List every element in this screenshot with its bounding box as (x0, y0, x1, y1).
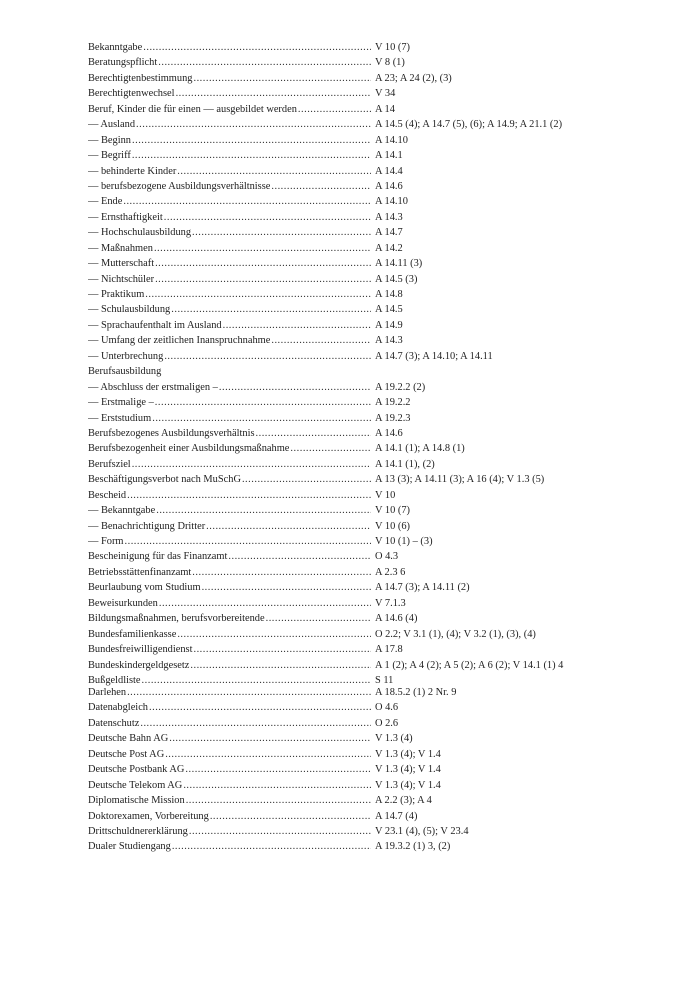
index-term-cell (88, 793, 371, 808)
index-term-cell (88, 457, 371, 472)
index-term-cell (88, 225, 371, 240)
index-entry (88, 411, 628, 426)
index-term: Berufsbezogenheit einer Ausbildungsmaßnahme (88, 443, 290, 455)
index-term: — Ausland (88, 119, 136, 131)
index-term-cell (88, 627, 371, 642)
index-entry (88, 55, 628, 70)
index-term-cell (88, 411, 371, 426)
dot-leader (193, 71, 371, 86)
index-term: Beurlaubung vom Studium (88, 582, 201, 594)
index-entry (88, 580, 628, 595)
index-term-cell (88, 731, 371, 746)
index-term: Beruf, Kinder die für einen — ausgebildet werden (88, 103, 297, 115)
index-term-cell (88, 71, 371, 86)
index-term-cell (88, 809, 371, 824)
dot-leader (271, 179, 371, 194)
dot-leader (127, 685, 371, 700)
index-reference: A 2.2 (3); A 4 (375, 795, 432, 807)
index-entry (88, 685, 628, 700)
index-reference: A 14.2 (375, 242, 403, 254)
index-entry (88, 349, 628, 364)
index-term: — Bekanntgabe (88, 505, 156, 517)
index-term: Deutsche Telekom AG (88, 779, 183, 791)
index-reference: A 14.7 (3); A 14.11 (2) (375, 582, 470, 594)
dot-leader (193, 642, 371, 657)
dot-leader (183, 778, 371, 793)
index-term: Darlehen (88, 687, 127, 698)
index-entry (88, 241, 628, 256)
dot-leader (223, 318, 371, 333)
index-term: Berufsbezogenes Ausbildungsverhältnis (88, 427, 255, 439)
index-term-cell (88, 210, 371, 225)
index-term: Bundeskindergeldgesetz (88, 659, 190, 671)
index-reference: V 10 (375, 489, 396, 501)
index-reference: V 8 (1) (375, 57, 405, 69)
index-entry (88, 426, 628, 441)
index-reference: A 14.8 (375, 289, 403, 300)
index-reference: A 14.5 (3) (375, 273, 418, 285)
index-term: Betriebsstättenfinanzamt (88, 566, 192, 578)
index-entry (88, 700, 628, 715)
index-reference: A 19.3.2 (1) 3, (2) (375, 841, 451, 853)
index-entry (88, 809, 628, 824)
index-reference: A 14.4 (375, 165, 403, 177)
index-reference: V 1.3 (4); V 1.4 (375, 779, 441, 791)
index-term-cell (88, 472, 371, 487)
index-entry (88, 611, 628, 626)
index-entry (88, 596, 628, 611)
index-reference: A 17.8 (375, 644, 403, 656)
index-reference: A 14.11 (3) (375, 258, 423, 270)
dot-leader (202, 580, 371, 595)
index-entry (88, 71, 628, 86)
index-term-cell (88, 565, 371, 580)
index-term: Bundesfamilienkasse (88, 628, 177, 640)
index-entry (88, 40, 628, 55)
index-entry (88, 441, 628, 456)
index-term: — Begriff (88, 150, 131, 162)
index-term: Bescheinigung für das Finanzamt (88, 551, 228, 563)
index-term: Berufsausbildung (88, 366, 162, 378)
index-term: — Ernsthaftigkeit (88, 211, 163, 223)
index-reference: V 10 (7) (375, 42, 411, 53)
index-term-cell (88, 179, 371, 194)
index-reference: A 14.6 (375, 427, 403, 439)
index-reference: A 14.3 (375, 335, 403, 347)
index-term: — Sprachaufenthalt im Ausland (88, 319, 222, 331)
dot-leader (155, 256, 371, 271)
index-entry (88, 86, 628, 101)
index-reference: A 2.3 6 (375, 566, 406, 578)
index-reference: O 2.6 (375, 717, 399, 729)
index-term-cell (88, 272, 371, 287)
index-entry (88, 658, 628, 673)
index-entry (88, 534, 628, 549)
index-term-cell (88, 318, 371, 333)
dot-leader (172, 839, 371, 854)
index-entry (88, 148, 628, 163)
index-term: Datenschutz (88, 717, 140, 729)
index-reference: A 14.10 (375, 196, 408, 208)
index-term-cell (88, 364, 371, 379)
index-entry (88, 333, 628, 348)
index-term-cell (88, 580, 371, 595)
dot-leader (145, 287, 371, 302)
index-term: — behinderte Kinder (88, 165, 177, 177)
index-reference: O 2.2; V 3.1 (1), (4); V 3.2 (1), (3), (4) (375, 628, 536, 640)
index-term-cell (88, 241, 371, 256)
index-term-cell (88, 611, 371, 626)
index-reference: A 14.10 (375, 134, 408, 146)
index-term: — Mutterschaft (88, 258, 155, 270)
index-term: — Abschluss der erstmaligen – (88, 381, 218, 393)
dot-leader (192, 565, 371, 580)
index-entry (88, 824, 628, 839)
index-term-cell (88, 148, 371, 163)
dot-leader (164, 349, 371, 364)
index-term-cell (88, 549, 371, 564)
index-term: — Beginn (88, 134, 132, 146)
index-reference: A 13 (3); A 14.11 (3); A 16 (4); V 1.3 (5) (375, 474, 545, 486)
index-term: Berechtigtenbestimmung (88, 72, 193, 84)
dot-leader (266, 611, 371, 626)
index-entry (88, 472, 628, 487)
index-entry (88, 272, 628, 287)
index-reference: A 19.2.2 (2) (375, 381, 426, 393)
index-reference: A 14.5 (4); A 14.7 (5), (6); A 14.9; A 21.1 (2) (375, 119, 563, 131)
index-entry (88, 549, 628, 564)
index-entry (88, 747, 628, 762)
index-entry (88, 793, 628, 808)
index-entry (88, 117, 628, 132)
dot-leader (132, 148, 371, 163)
index-reference: A 14.3 (375, 211, 403, 223)
index-term: Datenabgleich (88, 702, 149, 714)
index-reference: A 14.1 (1), (2) (375, 458, 435, 470)
index-term-cell (88, 441, 371, 456)
dot-leader (149, 700, 371, 715)
index-reference: S 11 (375, 674, 394, 686)
index-term: — Maßnahmen (88, 242, 153, 254)
index-term-cell (88, 133, 371, 148)
index-term-cell (88, 716, 371, 731)
index-reference: A 1 (2); A 4 (2); A 5 (2); A 6 (2); V 14.1 (1) 4 (375, 659, 564, 671)
dot-leader (127, 488, 371, 503)
index-term-cell (88, 426, 371, 441)
dot-leader (132, 457, 371, 472)
dot-leader (123, 194, 371, 209)
index-entry (88, 210, 628, 225)
index-entry (88, 179, 628, 194)
index-term: Berufsziel (88, 458, 131, 470)
index-entry (88, 488, 628, 503)
index-section-d (88, 685, 628, 855)
dot-leader (132, 133, 371, 148)
dot-leader (155, 272, 371, 287)
index-reference: V 7.1.3 (375, 597, 406, 609)
index-term: Beweisurkunden (88, 597, 158, 609)
index-reference: O 4.6 (375, 702, 399, 714)
dot-leader (159, 596, 371, 611)
index-entry (88, 642, 628, 657)
index-term-cell (88, 642, 371, 657)
index-term: Doktorexamen, Vorbereitung (88, 810, 209, 822)
dot-leader (169, 731, 371, 746)
index-term-cell (88, 839, 371, 854)
dot-leader (136, 117, 371, 132)
index-reference: V 23.1 (4), (5); V 23.4 (375, 825, 469, 837)
index-reference: V 1.3 (4) (375, 733, 413, 745)
dot-leader (140, 716, 371, 731)
index-reference: V 10 (1) – (3) (375, 536, 433, 547)
index-term-cell (88, 747, 371, 762)
index-term: Deutsche Postbank AG (88, 764, 185, 776)
dot-leader (177, 164, 371, 179)
index-term-cell (88, 55, 371, 70)
index-term-cell (88, 380, 371, 395)
index-term-cell (88, 302, 371, 317)
index-term: — Erstmalige – (88, 397, 154, 409)
index-reference: O 4.3 (375, 551, 399, 563)
index-entry (88, 364, 628, 379)
index-term-cell (88, 102, 371, 117)
index-term-cell (88, 194, 371, 209)
index-term-cell (88, 503, 371, 518)
index-term: — Praktikum (88, 289, 145, 300)
dot-leader (271, 333, 371, 348)
dot-leader (152, 411, 371, 426)
index-term-cell (88, 395, 371, 410)
index-term: Dualer Studiengang (88, 841, 171, 853)
dot-leader (192, 225, 371, 240)
dot-leader (185, 762, 371, 777)
index-entry (88, 380, 628, 395)
index-term-cell (88, 534, 371, 549)
index-reference: A 14.5 (375, 304, 403, 316)
index-reference: V 34 (375, 88, 396, 100)
dot-leader (298, 102, 371, 117)
index-reference: A 14.6 (4) (375, 613, 418, 625)
index-reference: A 19.2.3 (375, 412, 411, 424)
dot-leader (165, 747, 371, 762)
dot-leader (156, 503, 371, 518)
index-term: — Umfang der zeitlichen Inanspruchnahme (88, 335, 271, 347)
index-term-cell (88, 596, 371, 611)
index-entry (88, 194, 628, 209)
index-reference: A 14.1 (375, 150, 403, 162)
index-entry (88, 102, 628, 117)
index-reference: A 14 (375, 103, 395, 115)
index-term-cell (88, 333, 371, 348)
index-term-cell (88, 349, 371, 364)
index-reference: A 14.7 (3); A 14.10; A 14.11 (375, 350, 493, 362)
index-entry (88, 133, 628, 148)
index-term-cell (88, 86, 371, 101)
index-entry (88, 503, 628, 518)
index-term-cell (88, 685, 371, 700)
index-entry (88, 716, 628, 731)
index-term-cell (88, 519, 371, 534)
index-term: — Benachrichtigung Dritter (88, 520, 206, 532)
index-term: — Nichtschüler (88, 273, 155, 285)
index-entry (88, 762, 628, 777)
index-term: Diplomatische Mission (88, 795, 185, 807)
index-reference: V 10 (6) (375, 520, 411, 532)
index-term: — Ende (88, 196, 123, 208)
index-entry (88, 287, 628, 302)
dot-leader (189, 824, 371, 839)
index-term: Bildungsmaßnahmen, berufsvorbereitende (88, 613, 265, 625)
dot-leader (210, 809, 371, 824)
index-reference: A 18.5.2 (1) 2 Nr. 9 (375, 687, 457, 698)
index-term: Bundesfreiwilligendienst (88, 644, 193, 656)
index-reference: A 23; A 24 (2), (3) (375, 72, 452, 84)
index-term-cell (88, 164, 371, 179)
index-term: — Erststudium (88, 412, 152, 424)
index-term-cell (88, 256, 371, 271)
index-entry (88, 627, 628, 642)
index-term: Bekanntgabe (88, 42, 143, 53)
index-entry (88, 164, 628, 179)
index-reference: A 14.1 (1); A 14.8 (1) (375, 443, 465, 455)
dot-leader (155, 395, 371, 410)
index-term-cell (88, 287, 371, 302)
index-section-b (88, 40, 628, 688)
index-term-cell (88, 762, 371, 777)
index-term-cell (88, 824, 371, 839)
dot-leader (125, 534, 371, 549)
index-term: — berufsbezogene Ausbildungsverhältnisse (88, 180, 271, 192)
index-term: Bußgeldliste (88, 674, 141, 686)
index-entry (88, 395, 628, 410)
dot-leader (219, 380, 371, 395)
index-term-cell (88, 658, 371, 673)
index-term: — Unterbrechung (88, 350, 164, 362)
index-reference: V 1.3 (4); V 1.4 (375, 764, 441, 776)
dot-leader (154, 241, 371, 256)
index-entry (88, 565, 628, 580)
index-reference: V 10 (7) (375, 505, 411, 517)
index-term: Beratungspflicht (88, 57, 158, 69)
index-term-cell (88, 778, 371, 793)
dot-leader (290, 441, 371, 456)
index-term: Berechtigtenwechsel (88, 88, 175, 100)
index-reference: A 14.7 (4) (375, 810, 418, 822)
dot-leader (171, 302, 371, 317)
index-entry (88, 519, 628, 534)
index-term: — Form (88, 536, 124, 547)
index-entry (88, 731, 628, 746)
index-term: Bescheid (88, 489, 127, 501)
index-reference: A 14.6 (375, 180, 403, 192)
dot-leader (186, 793, 371, 808)
index-term: — Hochschulausbildung (88, 227, 192, 239)
index-entry (88, 778, 628, 793)
index-term: Deutsche Bahn AG (88, 733, 169, 745)
index-term-cell (88, 117, 371, 132)
index-term: — Schulausbildung (88, 304, 171, 316)
dot-leader (228, 549, 371, 564)
dot-leader (143, 40, 371, 55)
index-term-cell (88, 488, 371, 503)
index-entry (88, 457, 628, 472)
index-reference: V 1.3 (4); V 1.4 (375, 748, 441, 760)
index-term: Drittschuldnererklärung (88, 825, 188, 837)
index-entry (88, 318, 628, 333)
dot-leader (190, 658, 371, 673)
index-reference: A 19.2.2 (375, 397, 411, 409)
dot-leader (206, 519, 371, 534)
dot-leader (177, 627, 371, 642)
dot-leader (256, 426, 371, 441)
index-entry (88, 225, 628, 240)
dot-leader (242, 472, 371, 487)
dot-leader (176, 86, 371, 101)
index-reference: A 14.9 (375, 319, 403, 331)
index-term-cell (88, 40, 371, 55)
index-term-cell (88, 700, 371, 715)
index-term: Beschäftigungsverbot nach MuSchG (88, 474, 241, 486)
index-entry (88, 256, 628, 271)
dot-leader (164, 210, 371, 225)
index-term: Deutsche Post AG (88, 748, 165, 760)
index-reference: A 14.7 (375, 227, 403, 239)
index-entry (88, 302, 628, 317)
index-entry (88, 839, 628, 854)
dot-leader (158, 55, 371, 70)
